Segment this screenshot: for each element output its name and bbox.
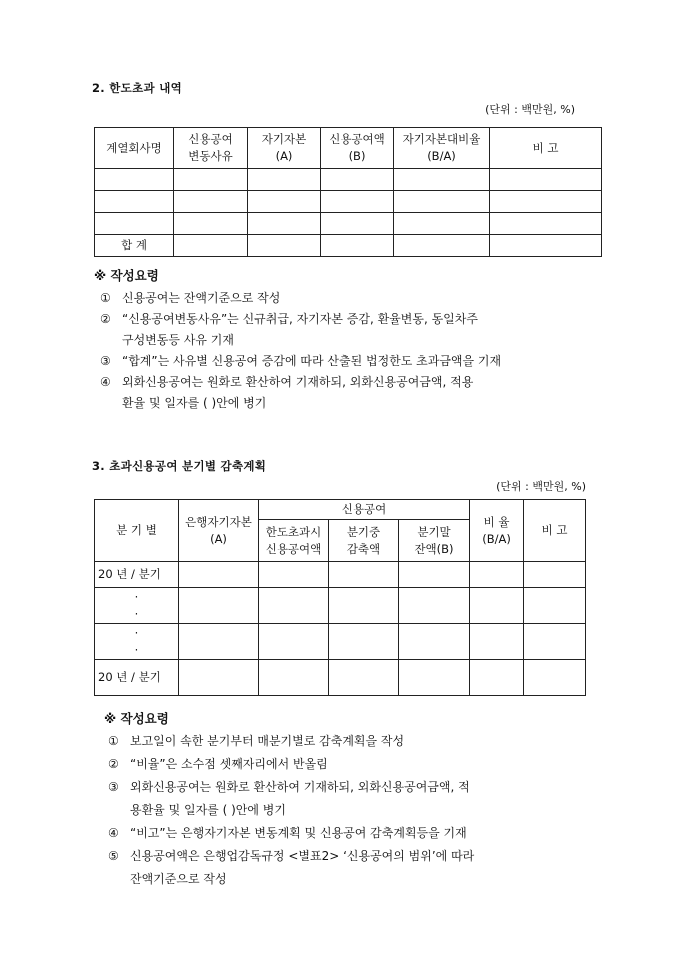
table-row xyxy=(95,660,586,696)
header-credit-amount: 신용공여액 (B) xyxy=(321,128,394,169)
header-quarter-end-balance: 분기말 잔액(B) xyxy=(399,520,470,562)
section3-unit: (단위 : 백만원, %) xyxy=(496,480,586,493)
section3-notes-title: ※ 작성요령 xyxy=(104,711,169,726)
header-remarks: 비 고 xyxy=(524,500,586,562)
header-excess-credit: 한도초과시 신용공여액 xyxy=(259,520,329,562)
header-bank-capital: 은행자기자본 (A) xyxy=(179,500,259,562)
header-quarter: 분 기 별 xyxy=(95,500,179,562)
note-continuation: 환율 및 일자를 ( )안에 병기 xyxy=(122,396,267,410)
note-item: ④ “비고”는 은행자기자본 변동계획 및 신용공여 감축계획등을 기재 xyxy=(108,826,467,840)
note-item: ② “신용공여변동사유”는 신규취급, 자기자본 증감, 환율변동, 동일차주 xyxy=(100,312,478,326)
header-company: 계열회사명 xyxy=(95,128,174,169)
table-row xyxy=(95,213,602,235)
total-label: 합 계 xyxy=(95,235,174,257)
total-row xyxy=(95,235,602,257)
header-ratio: 비 율 (B/A) xyxy=(470,500,524,562)
note-item: ③ 외화신용공여는 원화로 환산하여 기재하되, 외화신용공여금액, 적 xyxy=(108,780,470,794)
table-row xyxy=(95,588,586,624)
note-continuation: 구성변동등 사유 기재 xyxy=(122,333,234,347)
quarter-cell: 20 년 / 분기 xyxy=(95,562,179,588)
header-quarter-reduction: 분기중 감축액 xyxy=(329,520,399,562)
header-capital-ratio: 자기자본대비율 (B/A) xyxy=(394,128,490,169)
quarter-cell: 20 년 / 분기 xyxy=(95,660,179,696)
section2-notes xyxy=(100,288,610,414)
limit-excess-table xyxy=(94,127,602,257)
header-remarks: 비 고 xyxy=(490,128,602,169)
reduction-plan-table xyxy=(94,499,586,696)
header-change-reason: 신용공여 변동사유 xyxy=(174,128,248,169)
header-credit-group: 신용공여 xyxy=(259,500,470,520)
section2-title: 2. 한도초과 내역 xyxy=(92,81,183,95)
note-item: ④ 외화신용공여는 원화로 환산하여 기재하되, 외화신용공여금액, 적용 xyxy=(100,375,474,389)
table-row xyxy=(95,562,586,588)
section3-notes xyxy=(108,730,608,891)
note-continuation: 잔액기준으로 작성 xyxy=(130,872,227,886)
note-item: ② “비율”은 소수점 셋째자리에서 반올림 xyxy=(108,757,328,771)
header-own-capital: 자기자본 (A) xyxy=(248,128,321,169)
ellipsis-cell: · · xyxy=(95,624,179,660)
section2-unit: (단위 : 백만원, %) xyxy=(485,103,575,116)
section3-title: 3. 초과신용공여 분기별 감축계획 xyxy=(92,459,267,473)
note-continuation: 용환율 및 일자를 ( )안에 병기 xyxy=(130,803,286,817)
note-item: ③ “합계”는 사유별 신용공여 증감에 따라 산출된 법정한도 초과금액을 기재 xyxy=(100,354,502,368)
table-row xyxy=(95,191,602,213)
ellipsis-cell: · · xyxy=(95,588,179,624)
note-item: ① 보고일이 속한 분기부터 매분기별로 감축계획을 작성 xyxy=(108,734,405,748)
table-row xyxy=(95,169,602,191)
table-row xyxy=(95,624,586,660)
note-item: ① 신용공여는 잔액기준으로 작성 xyxy=(100,291,281,305)
section2-notes-title: ※ 작성요령 xyxy=(94,268,159,283)
note-item: ⑤ 신용공여액은 은행업감독규정 <별표2> ‘신용공여의 범위’에 따라 xyxy=(108,849,475,863)
